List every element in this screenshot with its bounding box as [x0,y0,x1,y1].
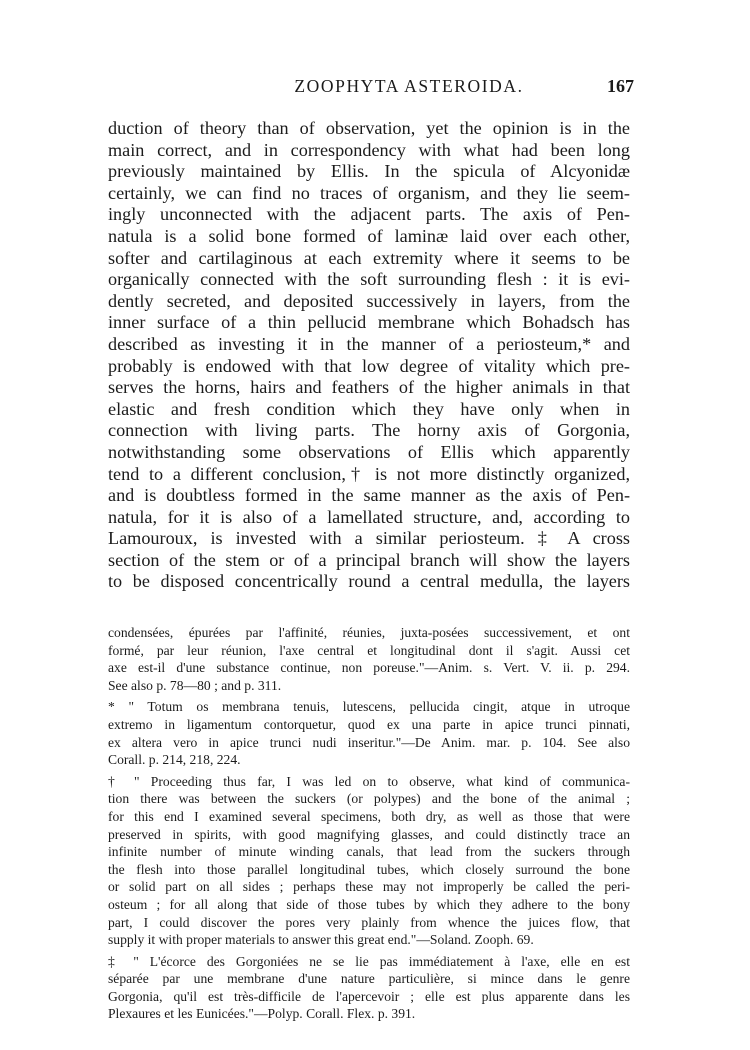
body-line: softer and cartilaginous at each extremity where it seems to be [108,247,630,268]
body-line: notwithstanding some observations of Ellis which apparently [108,441,630,462]
body-line: to be disposed concentrically round a central medulla, the layers [108,571,630,592]
footnote [108,624,630,694]
body-line: and is doubtless formed in the same manner as the axis of Pen- [108,485,630,506]
body-line: organically connected with the soft surrounding flesh : it is evi- [108,269,630,290]
body-line: Lamouroux, is invested with a similar periosteum. ‡ A cross [108,528,630,549]
footnote-line: the flesh into those parallel longitudinal tubes, which closely surround the bone [108,861,630,877]
footnote-line: preserved in spirits, with good magnifying glasses, and could distinctly trace an [108,826,630,842]
footnote-line: ‡ " L'écorce des Gorgoniées ne se lie pas immédiatement à l'axe, elle en est [108,953,630,969]
footnote-line: ex altera vero in apice trunci nudi inseritur."—De Anim. mar. p. 104. See also [108,734,630,750]
body-line: inner surface of a thin pellucid membrane which Bohadsch has [108,312,630,333]
footnote [108,953,630,1023]
footnote-line: infinite number of minute winding canals, that lead from the suckers through [108,844,630,860]
footnotes [108,624,630,1027]
body-line: connection with living parts. The horny axis of Gorgonia, [108,420,630,441]
footnote-line: * " Totum os membrana tenuis, lutescens, pellucida cingit, atque in utroque [108,699,630,715]
footnote-line: formé, par leur réunion, l'axe central et longitudinal dont il s'agit. Aussi cet [108,642,630,658]
body-line: described as investing it in the manner of a periosteum,* and [108,333,630,354]
body-line: previously maintained by Ellis. In the spicula of Alcyonidæ [108,161,630,182]
body-line: natula is a solid bone formed of laminæ laid over each other, [108,225,630,246]
footnote [108,698,630,768]
footnote-line: Plexaures et les Eunicées."—Polyp. Corall. Flex. p. 391. [108,1006,416,1022]
footnote-line: See also p. 78—80 ; and p. 311. [108,677,282,693]
body-line: probably is endowed with that low degree of vitality which pre- [108,355,630,376]
running-title: ZOOPHYTA ASTEROIDA. [294,76,524,96]
body-line: section of the stem or of a principal branch will show the layers [108,549,630,570]
footnote-line: for this end I examined several specimens, both dry, as well as those that were [108,808,630,824]
footnote-line: or solid part on all sides ; perhaps these may not improperly be called the peri- [108,879,630,895]
footnote-line: osteum ; for all along that side of those tubes by which they adhere to the bony [108,896,630,912]
footnote-line: axe est-il d'une substance continue, non poreuse."—Anim. s. Vert. V. ii. p. 294. [108,660,630,676]
body-line: dently secreted, and deposited successively in layers, from the [108,290,630,311]
footnote-line: Gorgonia, qu'il est très-difficile de l'apercevoir ; elle est plus apparente dans les [108,988,630,1004]
body-line: elastic and fresh condition which they have only when in [108,398,630,419]
main-body-text [108,118,630,593]
footnote [108,773,630,949]
body-line: main correct, and in correspondency with what had been long [108,139,630,160]
footnote-line: condensées, épurées par l'affinité, réunies, juxta-posées successivement, et ont [108,625,630,640]
body-line: duction of theory than of observation, yet the opinion is in the [108,118,630,138]
footnote-line: † " Proceeding thus far, I was led on to observe, what kind of communica- [108,773,630,789]
body-line: certainly, we can find no traces of organism, and they lie seem- [108,182,630,203]
body-line: natula, for it is also of a lamellated structure, and, according to [108,506,630,527]
body-line: ingly unconnected with the adjacent parts. The axis of Pen- [108,204,630,225]
footnote-line: tion there was between the suckers (or polypes) and the bone of the animal ; [108,791,630,807]
footnote-line: séparée par une membrane d'une nature particulière, si mince dans le genre [108,971,630,987]
page-number: 167 [607,76,634,96]
body-line: tend to a different conclusion,† is not more distinctly organized, [108,463,630,484]
footnote-line: part, I could discover the pores very plainly from whence the juices flow, that [108,914,630,930]
footnote-line: Corall. p. 214, 218, 224. [108,752,241,768]
running-head [106,76,636,100]
body-line: serves the horns, hairs and feathers of the higher animals in that [108,377,630,398]
footnote-line: extremo in ligamentum contorquetur, quod ex una parte in apice trunci pinnati, [108,716,630,732]
footnote-line: supply it with proper materials to answer this great end."—Soland. Zooph. 69. [108,932,534,948]
